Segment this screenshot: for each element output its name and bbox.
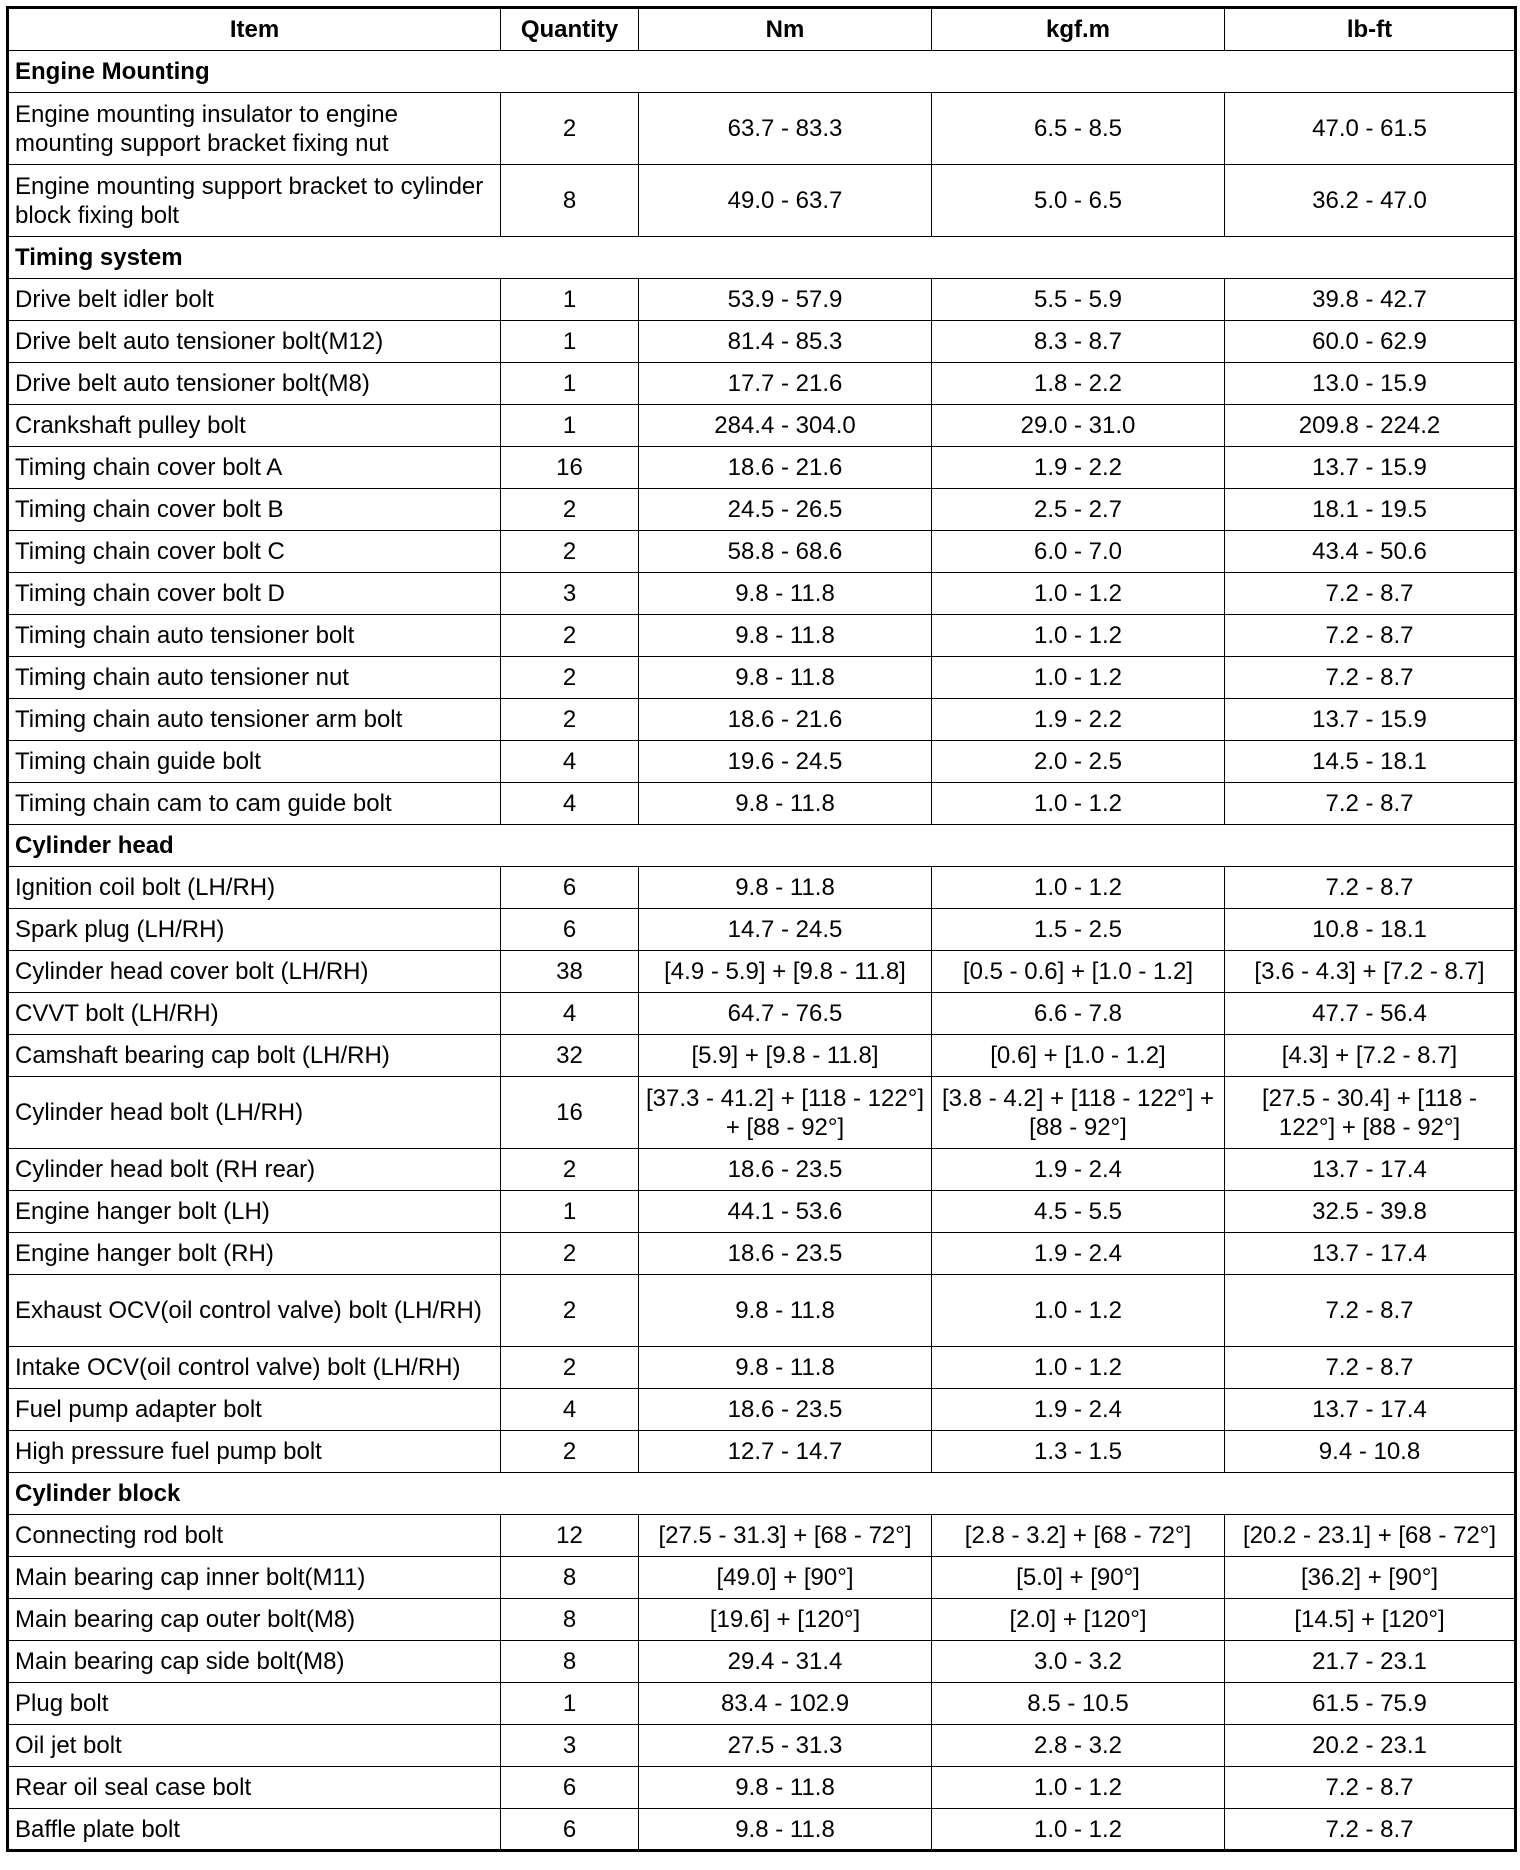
lbft-cell: 7.2 - 8.7 [1225, 657, 1516, 699]
nm-cell: 19.6 - 24.5 [639, 741, 932, 783]
item-cell: Engine hanger bolt (RH) [8, 1233, 501, 1275]
table-row [8, 93, 1516, 165]
quantity-cell: 4 [501, 993, 639, 1035]
quantity-cell: 6 [501, 909, 639, 951]
nm-cell: 9.8 - 11.8 [639, 657, 932, 699]
lbft-cell: 47.7 - 56.4 [1225, 993, 1516, 1035]
nm-cell: 9.8 - 11.8 [639, 615, 932, 657]
item-cell: CVVT bolt (LH/RH) [8, 993, 501, 1035]
table-row [8, 951, 1516, 993]
lbft-cell: 13.7 - 15.9 [1225, 447, 1516, 489]
table-row [8, 1599, 1516, 1641]
lbft-cell: 18.1 - 19.5 [1225, 489, 1516, 531]
table-row [8, 699, 1516, 741]
lbft-cell: 7.2 - 8.7 [1225, 867, 1516, 909]
quantity-cell: 16 [501, 1077, 639, 1149]
header-quantity: Quantity [501, 8, 639, 51]
lbft-cell: 39.8 - 42.7 [1225, 279, 1516, 321]
header-nm: Nm [639, 8, 932, 51]
lbft-cell: 36.2 - 47.0 [1225, 165, 1516, 237]
lbft-cell: 13.7 - 15.9 [1225, 699, 1516, 741]
kgfm-cell: 1.3 - 1.5 [932, 1431, 1225, 1473]
item-cell: Camshaft bearing cap bolt (LH/RH) [8, 1035, 501, 1077]
quantity-cell: 8 [501, 1557, 639, 1599]
quantity-cell: 1 [501, 363, 639, 405]
lbft-cell: 7.2 - 8.7 [1225, 615, 1516, 657]
kgfm-cell: [0.5 - 0.6] + [1.0 - 1.2] [932, 951, 1225, 993]
item-cell: Exhaust OCV(oil control valve) bolt (LH/RH) [8, 1275, 501, 1347]
kgfm-cell: 6.0 - 7.0 [932, 531, 1225, 573]
header-lbft: lb-ft [1225, 8, 1516, 51]
table-row [8, 741, 1516, 783]
nm-cell: 81.4 - 85.3 [639, 321, 932, 363]
section-header-row [8, 51, 1516, 93]
kgfm-cell: 1.9 - 2.4 [932, 1233, 1225, 1275]
kgfm-cell: 2.5 - 2.7 [932, 489, 1225, 531]
kgfm-cell: [5.0] + [90°] [932, 1557, 1225, 1599]
section-header-row [8, 825, 1516, 867]
torque-spec-table [6, 6, 1517, 1852]
table-row [8, 1389, 1516, 1431]
item-cell: Timing chain guide bolt [8, 741, 501, 783]
kgfm-cell: [0.6] + [1.0 - 1.2] [932, 1035, 1225, 1077]
quantity-cell: 38 [501, 951, 639, 993]
table-row [8, 993, 1516, 1035]
quantity-cell: 1 [501, 1683, 639, 1725]
lbft-cell: 7.2 - 8.7 [1225, 573, 1516, 615]
table-row [8, 1035, 1516, 1077]
nm-cell: 9.8 - 11.8 [639, 1275, 932, 1347]
kgfm-cell: 6.6 - 7.8 [932, 993, 1225, 1035]
kgfm-cell: 1.9 - 2.2 [932, 699, 1225, 741]
item-cell: Main bearing cap inner bolt(M11) [8, 1557, 501, 1599]
lbft-cell: 61.5 - 75.9 [1225, 1683, 1516, 1725]
table-row [8, 909, 1516, 951]
item-cell: Oil jet bolt [8, 1725, 501, 1767]
lbft-cell: 7.2 - 8.7 [1225, 783, 1516, 825]
lbft-cell: 43.4 - 50.6 [1225, 531, 1516, 573]
table-row [8, 1275, 1516, 1347]
item-cell: Spark plug (LH/RH) [8, 909, 501, 951]
item-cell: Timing chain auto tensioner nut [8, 657, 501, 699]
kgfm-cell: 8.3 - 8.7 [932, 321, 1225, 363]
nm-cell: 64.7 - 76.5 [639, 993, 932, 1035]
section-title: Cylinder block [8, 1473, 1516, 1515]
lbft-cell: 9.4 - 10.8 [1225, 1431, 1516, 1473]
lbft-cell: 7.2 - 8.7 [1225, 1767, 1516, 1809]
kgfm-cell: [2.8 - 3.2] + [68 - 72°] [932, 1515, 1225, 1557]
table-row [8, 1233, 1516, 1275]
kgfm-cell: 1.5 - 2.5 [932, 909, 1225, 951]
lbft-cell: 7.2 - 8.7 [1225, 1275, 1516, 1347]
lbft-cell: 13.7 - 17.4 [1225, 1149, 1516, 1191]
table-row [8, 1641, 1516, 1683]
quantity-cell: 2 [501, 1431, 639, 1473]
nm-cell: 14.7 - 24.5 [639, 909, 932, 951]
quantity-cell: 2 [501, 1149, 639, 1191]
kgfm-cell: 1.0 - 1.2 [932, 1275, 1225, 1347]
nm-cell: 58.8 - 68.6 [639, 531, 932, 573]
item-cell: Baffle plate bolt [8, 1809, 501, 1851]
kgfm-cell: 8.5 - 10.5 [932, 1683, 1225, 1725]
nm-cell: 17.7 - 21.6 [639, 363, 932, 405]
item-cell: High pressure fuel pump bolt [8, 1431, 501, 1473]
section-header-row [8, 237, 1516, 279]
item-cell: Rear oil seal case bolt [8, 1767, 501, 1809]
quantity-cell: 1 [501, 405, 639, 447]
table-row [8, 1725, 1516, 1767]
kgfm-cell: 1.8 - 2.2 [932, 363, 1225, 405]
section-title: Cylinder head [8, 825, 1516, 867]
kgfm-cell: 1.9 - 2.2 [932, 447, 1225, 489]
table-body [8, 51, 1516, 1851]
quantity-cell: 2 [501, 615, 639, 657]
lbft-cell: [14.5] + [120°] [1225, 1599, 1516, 1641]
quantity-cell: 12 [501, 1515, 639, 1557]
nm-cell: 12.7 - 14.7 [639, 1431, 932, 1473]
table-row [8, 657, 1516, 699]
table-row [8, 1809, 1516, 1851]
header-kgfm: kgf.m [932, 8, 1225, 51]
table-row [8, 447, 1516, 489]
table-row [8, 1515, 1516, 1557]
quantity-cell: 2 [501, 93, 639, 165]
nm-cell: 18.6 - 21.6 [639, 699, 932, 741]
table-row [8, 165, 1516, 237]
item-cell: Cylinder head bolt (LH/RH) [8, 1077, 501, 1149]
quantity-cell: 32 [501, 1035, 639, 1077]
item-cell: Drive belt auto tensioner bolt(M8) [8, 363, 501, 405]
item-cell: Connecting rod bolt [8, 1515, 501, 1557]
quantity-cell: 1 [501, 321, 639, 363]
item-cell: Timing chain cover bolt C [8, 531, 501, 573]
item-cell: Drive belt idler bolt [8, 279, 501, 321]
table-row [8, 1767, 1516, 1809]
quantity-cell: 6 [501, 1809, 639, 1851]
lbft-cell: 10.8 - 18.1 [1225, 909, 1516, 951]
item-cell: Timing chain cam to cam guide bolt [8, 783, 501, 825]
lbft-cell: 7.2 - 8.7 [1225, 1347, 1516, 1389]
item-cell: Fuel pump adapter bolt [8, 1389, 501, 1431]
quantity-cell: 2 [501, 489, 639, 531]
kgfm-cell: 1.9 - 2.4 [932, 1149, 1225, 1191]
nm-cell: 24.5 - 26.5 [639, 489, 932, 531]
kgfm-cell: 1.0 - 1.2 [932, 867, 1225, 909]
lbft-cell: [27.5 - 30.4] + [118 - 122°] + [88 - 92°] [1225, 1077, 1516, 1149]
lbft-cell: 21.7 - 23.1 [1225, 1641, 1516, 1683]
item-cell: Plug bolt [8, 1683, 501, 1725]
header-item: Item [8, 8, 501, 51]
table-row [8, 573, 1516, 615]
lbft-cell: 14.5 - 18.1 [1225, 741, 1516, 783]
kgfm-cell: 1.0 - 1.2 [932, 573, 1225, 615]
kgfm-cell: 2.0 - 2.5 [932, 741, 1225, 783]
quantity-cell: 2 [501, 1347, 639, 1389]
quantity-cell: 1 [501, 1191, 639, 1233]
section-header-row [8, 1473, 1516, 1515]
kgfm-cell: 6.5 - 8.5 [932, 93, 1225, 165]
table-row [8, 1149, 1516, 1191]
nm-cell: 29.4 - 31.4 [639, 1641, 932, 1683]
table-row [8, 1077, 1516, 1149]
nm-cell: 9.8 - 11.8 [639, 1347, 932, 1389]
table-row [8, 363, 1516, 405]
quantity-cell: 1 [501, 279, 639, 321]
nm-cell: 49.0 - 63.7 [639, 165, 932, 237]
item-cell: Cylinder head cover bolt (LH/RH) [8, 951, 501, 993]
nm-cell: 18.6 - 21.6 [639, 447, 932, 489]
kgfm-cell: 1.0 - 1.2 [932, 783, 1225, 825]
nm-cell: 27.5 - 31.3 [639, 1725, 932, 1767]
table-row [8, 783, 1516, 825]
lbft-cell: [20.2 - 23.1] + [68 - 72°] [1225, 1515, 1516, 1557]
quantity-cell: 8 [501, 165, 639, 237]
lbft-cell: 13.7 - 17.4 [1225, 1389, 1516, 1431]
quantity-cell: 2 [501, 1275, 639, 1347]
table-row [8, 279, 1516, 321]
lbft-cell: 20.2 - 23.1 [1225, 1725, 1516, 1767]
kgfm-cell: 2.8 - 3.2 [932, 1725, 1225, 1767]
nm-cell: 284.4 - 304.0 [639, 405, 932, 447]
nm-cell: 18.6 - 23.5 [639, 1149, 932, 1191]
item-cell: Timing chain cover bolt A [8, 447, 501, 489]
item-cell: Timing chain auto tensioner bolt [8, 615, 501, 657]
quantity-cell: 4 [501, 783, 639, 825]
lbft-cell: [3.6 - 4.3] + [7.2 - 8.7] [1225, 951, 1516, 993]
item-cell: Crankshaft pulley bolt [8, 405, 501, 447]
quantity-cell: 8 [501, 1641, 639, 1683]
quantity-cell: 2 [501, 699, 639, 741]
table-row [8, 1431, 1516, 1473]
item-cell: Ignition coil bolt (LH/RH) [8, 867, 501, 909]
item-cell: Timing chain auto tensioner arm bolt [8, 699, 501, 741]
quantity-cell: 4 [501, 741, 639, 783]
nm-cell: 9.8 - 11.8 [639, 1809, 932, 1851]
lbft-cell: 32.5 - 39.8 [1225, 1191, 1516, 1233]
item-cell: Engine hanger bolt (LH) [8, 1191, 501, 1233]
nm-cell: 83.4 - 102.9 [639, 1683, 932, 1725]
quantity-cell: 3 [501, 1725, 639, 1767]
quantity-cell: 3 [501, 573, 639, 615]
table-row [8, 1683, 1516, 1725]
lbft-cell: [36.2] + [90°] [1225, 1557, 1516, 1599]
lbft-cell: 7.2 - 8.7 [1225, 1809, 1516, 1851]
section-title: Timing system [8, 237, 1516, 279]
lbft-cell: 13.7 - 17.4 [1225, 1233, 1516, 1275]
quantity-cell: 2 [501, 1233, 639, 1275]
table-row [8, 1191, 1516, 1233]
header-row [8, 8, 1516, 51]
kgfm-cell: 1.0 - 1.2 [932, 1347, 1225, 1389]
nm-cell: [49.0] + [90°] [639, 1557, 932, 1599]
table-row [8, 867, 1516, 909]
table-row [8, 405, 1516, 447]
kgfm-cell: 29.0 - 31.0 [932, 405, 1225, 447]
item-cell: Main bearing cap side bolt(M8) [8, 1641, 501, 1683]
item-cell: Cylinder head bolt (RH rear) [8, 1149, 501, 1191]
nm-cell: [37.3 - 41.2] + [118 - 122°] + [88 - 92°] [639, 1077, 932, 1149]
nm-cell: 9.8 - 11.8 [639, 573, 932, 615]
kgfm-cell: 1.0 - 1.2 [932, 1809, 1225, 1851]
nm-cell: 63.7 - 83.3 [639, 93, 932, 165]
kgfm-cell: [3.8 - 4.2] + [118 - 122°] + [88 - 92°] [932, 1077, 1225, 1149]
kgfm-cell: 1.0 - 1.2 [932, 1767, 1225, 1809]
table-row [8, 489, 1516, 531]
quantity-cell: 2 [501, 531, 639, 573]
kgfm-cell: 1.0 - 1.2 [932, 657, 1225, 699]
nm-cell: 9.8 - 11.8 [639, 1767, 932, 1809]
nm-cell: [5.9] + [9.8 - 11.8] [639, 1035, 932, 1077]
nm-cell: [4.9 - 5.9] + [9.8 - 11.8] [639, 951, 932, 993]
item-cell: Engine mounting support bracket to cylinder block fixing bolt [8, 165, 501, 237]
table-row [8, 531, 1516, 573]
item-cell: Main bearing cap outer bolt(M8) [8, 1599, 501, 1641]
nm-cell: [27.5 - 31.3] + [68 - 72°] [639, 1515, 932, 1557]
lbft-cell: 47.0 - 61.5 [1225, 93, 1516, 165]
item-cell: Timing chain cover bolt D [8, 573, 501, 615]
table-row [8, 615, 1516, 657]
nm-cell: 44.1 - 53.6 [639, 1191, 932, 1233]
kgfm-cell: 1.0 - 1.2 [932, 615, 1225, 657]
item-cell: Engine mounting insulator to engine mounting support bracket fixing nut [8, 93, 501, 165]
kgfm-cell: 4.5 - 5.5 [932, 1191, 1225, 1233]
nm-cell: [19.6] + [120°] [639, 1599, 932, 1641]
lbft-cell: 13.0 - 15.9 [1225, 363, 1516, 405]
lbft-cell: 209.8 - 224.2 [1225, 405, 1516, 447]
quantity-cell: 16 [501, 447, 639, 489]
nm-cell: 9.8 - 11.8 [639, 867, 932, 909]
quantity-cell: 4 [501, 1389, 639, 1431]
table-row [8, 1347, 1516, 1389]
kgfm-cell: 5.0 - 6.5 [932, 165, 1225, 237]
quantity-cell: 6 [501, 867, 639, 909]
quantity-cell: 2 [501, 657, 639, 699]
kgfm-cell: [2.0] + [120°] [932, 1599, 1225, 1641]
item-cell: Drive belt auto tensioner bolt(M12) [8, 321, 501, 363]
kgfm-cell: 3.0 - 3.2 [932, 1641, 1225, 1683]
table-row [8, 321, 1516, 363]
section-title: Engine Mounting [8, 51, 1516, 93]
table-row [8, 1557, 1516, 1599]
nm-cell: 9.8 - 11.8 [639, 783, 932, 825]
lbft-cell: [4.3] + [7.2 - 8.7] [1225, 1035, 1516, 1077]
kgfm-cell: 5.5 - 5.9 [932, 279, 1225, 321]
lbft-cell: 60.0 - 62.9 [1225, 321, 1516, 363]
nm-cell: 53.9 - 57.9 [639, 279, 932, 321]
quantity-cell: 8 [501, 1599, 639, 1641]
nm-cell: 18.6 - 23.5 [639, 1389, 932, 1431]
quantity-cell: 6 [501, 1767, 639, 1809]
item-cell: Intake OCV(oil control valve) bolt (LH/RH) [8, 1347, 501, 1389]
kgfm-cell: 1.9 - 2.4 [932, 1389, 1225, 1431]
nm-cell: 18.6 - 23.5 [639, 1233, 932, 1275]
item-cell: Timing chain cover bolt B [8, 489, 501, 531]
